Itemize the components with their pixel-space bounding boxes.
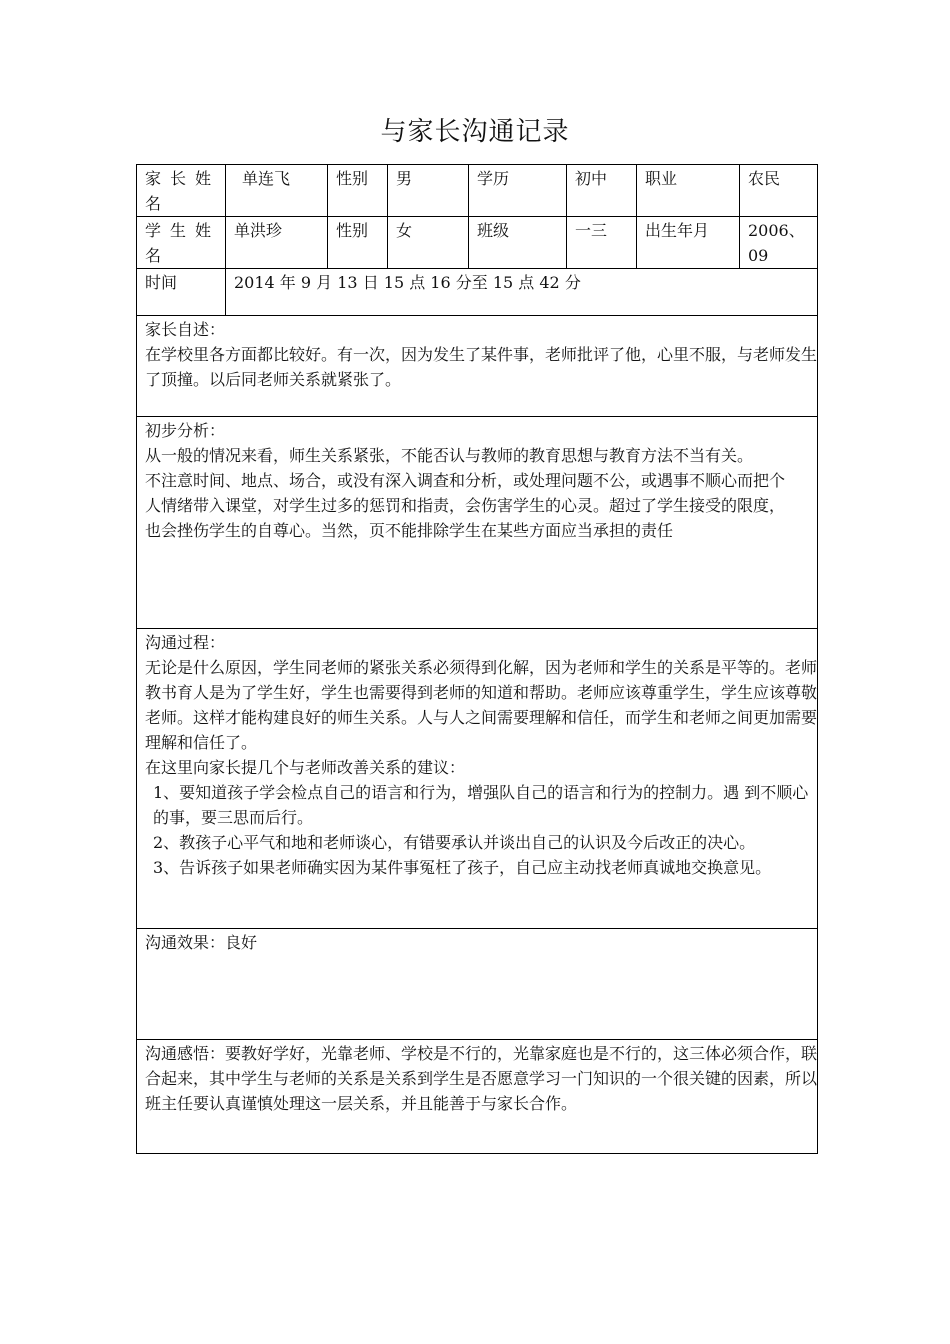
student-info-row (137, 217, 818, 269)
analysis-paragraph-1: 从一般的情况来看，师生关系紧张，不能否认与教师的教育思想与教育方法不当有关。 (145, 446, 754, 465)
suggestion-3: 3、告诉孩子如果老师确实因为某件事冤枉了孩子，自己应主动找老师真诚地交换意见。 (153, 858, 772, 877)
parent-statement-label: 家长自述： (145, 320, 226, 339)
suggestion-2: 2、教孩子心平气和地和老师谈心，有错要承认并谈出自己的认识及今后改正的决心。 (153, 833, 756, 852)
occupation-value: 农民 (748, 169, 781, 188)
analysis-paragraph-3: 人情绪带入课堂，对学生过多的惩罚和指责，会伤害学生的心灵。超过了学生接受的限度， (145, 496, 786, 515)
process-row (137, 629, 818, 929)
parent-statement-row (137, 316, 818, 417)
page-title: 与家长沟通记录 (380, 117, 570, 147)
effect-text: 沟通效果：良好 (145, 933, 258, 952)
parent-gender-value: 男 (396, 169, 413, 188)
process-paragraph-2: 在这里向家长提几个与老师改善关系的建议： (145, 758, 466, 777)
parent-name-value: 单连飞 (242, 169, 291, 188)
student-gender-label: 性别 (336, 221, 369, 240)
analysis-label: 初步分析： (145, 421, 226, 440)
time-row (137, 269, 818, 316)
birth-value: 2006、09 (748, 221, 805, 265)
parent-name-label: 家长姓名 (145, 169, 221, 213)
reflection-row (137, 1040, 818, 1154)
student-gender-value: 女 (396, 221, 413, 240)
analysis-row (137, 417, 818, 629)
occupation-label: 职业 (645, 169, 678, 188)
education-value: 初中 (575, 169, 608, 188)
process-paragraph-1: 无论是什么原因，学生同老师的紧张关系必须得到化解，因为老师和学生的关系是平等的。老师教书育人是为了学生好，学生也需要得到老师的知道和帮助。老师应该尊重学生，学生应该尊敬老师。这样才能构建良好的师生关系。人与人之间需要理解和信任，而学生和老师之间更加需要理解和信任了。 (145, 658, 818, 752)
birth-label: 出生年月 (645, 221, 710, 240)
analysis-paragraph-4: 也会挫伤学生的自尊心。当然，页不能排除学生在某些方面应当承担的责任 (145, 521, 674, 540)
reflection-text: 沟通感悟：要教好学好，光靠老师、学校是不行的，光靠家庭也是不行的，这三体必须合作，联合起来，其中学生与老师的关系是关系到学生是否愿意学习一门知识的一个很关键的因素，所以班主任要认真谨慎处理这一层关系，并且能善于与家长合作。 (145, 1044, 818, 1113)
class-label: 班级 (477, 221, 510, 240)
process-label: 沟通过程： (145, 633, 226, 652)
student-name-value: 单洪珍 (234, 221, 283, 240)
parent-info-row (137, 165, 818, 217)
time-label: 时间 (145, 273, 178, 292)
suggestion-1: 1、要知道孩子学会检点自己的语言和行为，增强队自己的语言和行为的控制力。遇 到不顺心的事，要三思而后行。 (153, 783, 809, 827)
analysis-paragraph-2: 不注意时间、地点、场合，或没有深入调查和分析，或处理问题不公，或遇事不顺心而把个 (145, 471, 786, 490)
communication-record-table (136, 164, 818, 1154)
time-value: 2014 年 9 月 13 日 15 点 16 分至 15 点 42 分 (234, 273, 581, 292)
parent-gender-label: 性别 (336, 169, 369, 188)
education-label: 学历 (477, 169, 510, 188)
parent-statement-text: 在学校里各方面都比较好。有一次，因为发生了某件事，老师批评了他，心里不服，与老师发生了顶撞。以后同老师关系就紧张了。 (145, 345, 818, 389)
effect-row (137, 929, 818, 1040)
student-name-label: 学生姓名 (145, 221, 221, 265)
class-value: 一三 (575, 221, 608, 240)
